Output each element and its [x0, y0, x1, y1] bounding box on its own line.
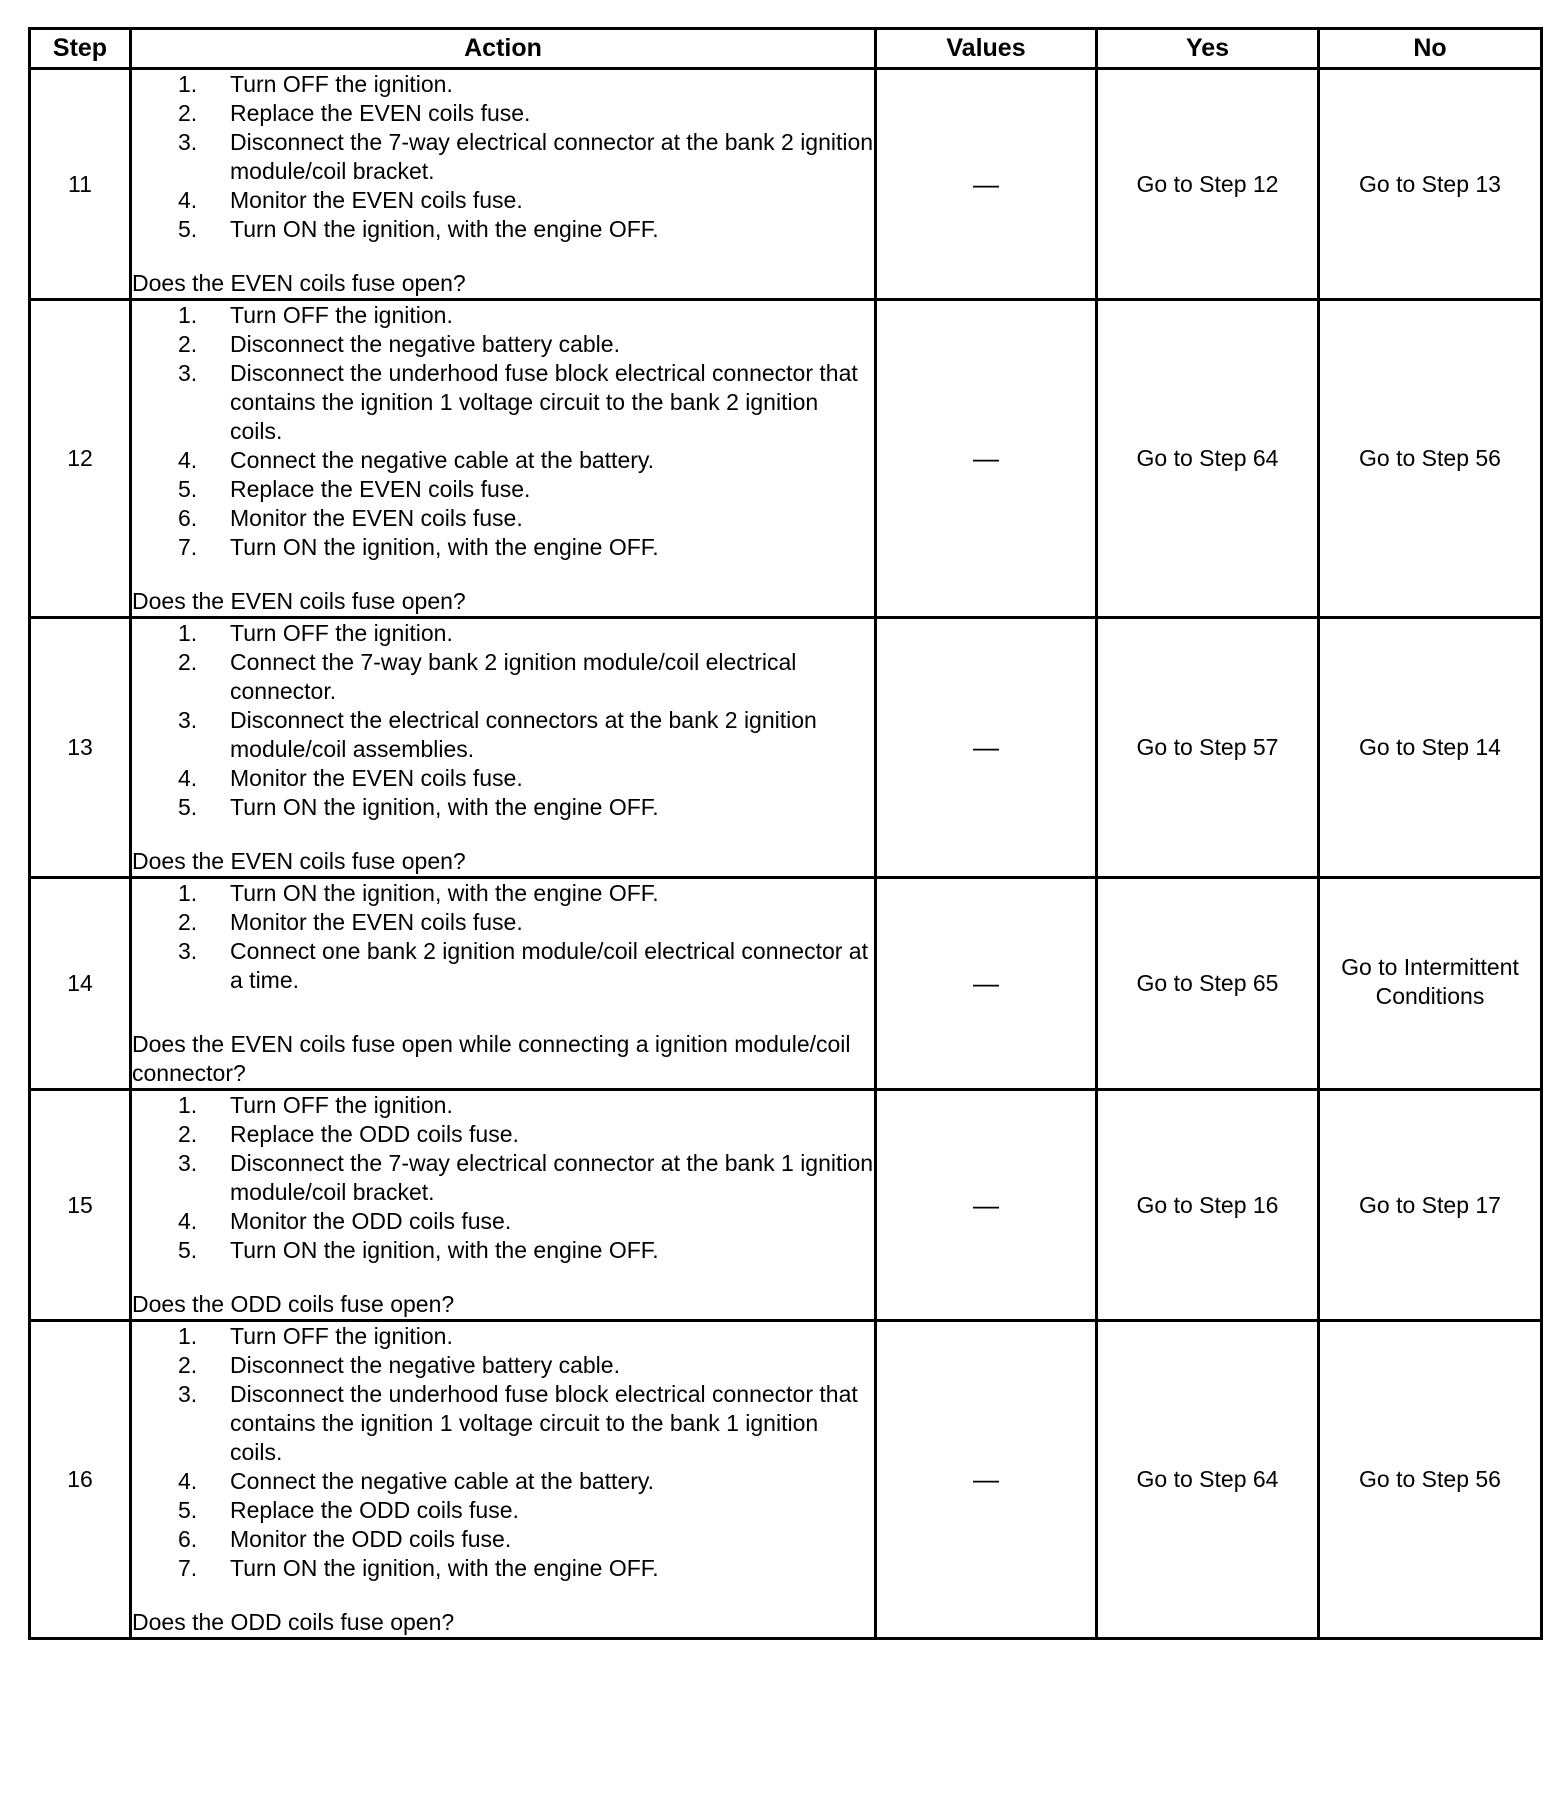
- action-step-item: [132, 1207, 874, 1236]
- yes-cell: Go to Step 16: [1097, 1090, 1319, 1321]
- table-row: [30, 1321, 1542, 1639]
- action-step-text: Connect one bank 2 ignition module/coil electrical connector at a time.: [230, 938, 868, 993]
- action-step-number: 2.: [178, 649, 198, 675]
- values-cell: —: [876, 878, 1097, 1090]
- action-step-text: Monitor the ODD coils fuse.: [230, 1526, 512, 1552]
- action-steps: [132, 1091, 874, 1265]
- action-step-text: Turn ON the ignition, with the engine OFF.: [230, 1555, 659, 1581]
- action-steps: [132, 70, 874, 244]
- action-steps: [132, 879, 874, 995]
- action-step-number: 4.: [178, 187, 198, 213]
- action-step-text: Turn OFF the ignition.: [230, 1323, 453, 1349]
- question: Does the ODD coils fuse open?: [132, 1609, 455, 1635]
- question: Does the EVEN coils fuse open?: [132, 588, 466, 614]
- action-step-item: [132, 1467, 874, 1496]
- action-step-item: [132, 186, 874, 215]
- action-step-text: Replace the EVEN coils fuse.: [230, 476, 531, 502]
- step-number: 16: [30, 1321, 131, 1639]
- action-step-number: 4.: [178, 765, 198, 791]
- step-number: 12: [30, 300, 131, 618]
- question: Does the ODD coils fuse open?: [132, 1291, 455, 1317]
- table-body: [30, 69, 1542, 1639]
- action-step-item: [132, 1322, 874, 1351]
- action-step-number: 2.: [178, 331, 198, 357]
- step-number: 11: [30, 69, 131, 300]
- action-step-number: 5.: [178, 1237, 198, 1263]
- action-step-item: [132, 1380, 874, 1467]
- yes-cell: Go to Step 57: [1097, 618, 1319, 878]
- action-step-item: [132, 504, 874, 533]
- action-step-number: 1.: [178, 1323, 198, 1349]
- action-step-number: 2.: [178, 1121, 198, 1147]
- action-step-item: [132, 359, 874, 446]
- action-step-item: [132, 793, 874, 822]
- action-cell: [131, 878, 876, 1090]
- no-cell: Go to Step 17: [1319, 1090, 1542, 1321]
- action-step-item: [132, 446, 874, 475]
- action-step-text: Turn ON the ignition, with the engine OFF.: [230, 216, 659, 242]
- action-step-text: Disconnect the 7-way electrical connector at the bank 1 ignition module/coil bracket.: [230, 1150, 874, 1205]
- action-step-text: Disconnect the underhood fuse block electrical connector that contains the ignition 1 voltage circuit to the bank 1 ignition coils.: [230, 1381, 858, 1465]
- action-step-item: [132, 533, 874, 562]
- action-step-text: Turn OFF the ignition.: [230, 71, 453, 97]
- action-step-item: [132, 648, 874, 706]
- action-step-number: 2.: [178, 100, 198, 126]
- action-step-number: 1.: [178, 880, 198, 906]
- step-number: 13: [30, 618, 131, 878]
- yes-cell: Go to Step 65: [1097, 878, 1319, 1090]
- values-cell: —: [876, 300, 1097, 618]
- values-cell: —: [876, 1321, 1097, 1639]
- action-step-item: [132, 937, 874, 995]
- step-number: 15: [30, 1090, 131, 1321]
- action-step-item: [132, 70, 874, 99]
- action-step-number: 3.: [178, 707, 198, 733]
- action-step-number: 3.: [178, 360, 198, 386]
- header-row: [30, 29, 1542, 69]
- action-cell: [131, 618, 876, 878]
- action-step-number: 1.: [178, 1092, 198, 1118]
- action-step-item: [132, 215, 874, 244]
- header-step: Step: [30, 29, 131, 69]
- action-step-item: [132, 1525, 874, 1554]
- table-row: [30, 878, 1542, 1090]
- action-cell: [131, 1090, 876, 1321]
- action-cell: [131, 1321, 876, 1639]
- action-step-item: [132, 619, 874, 648]
- action-step-text: Turn OFF the ignition.: [230, 302, 453, 328]
- action-step-item: [132, 330, 874, 359]
- action-step-number: 4.: [178, 447, 198, 473]
- no-cell: Go to Step 13: [1319, 69, 1542, 300]
- table-row: [30, 69, 1542, 300]
- no-cell: Go to Intermittent Conditions: [1319, 878, 1542, 1090]
- action-cell: [131, 69, 876, 300]
- action-step-number: 4.: [178, 1468, 198, 1494]
- action-step-item: [132, 99, 874, 128]
- action-steps: [132, 301, 874, 562]
- values-cell: —: [876, 69, 1097, 300]
- action-step-item: [132, 1554, 874, 1583]
- action-step-number: 3.: [178, 1381, 198, 1407]
- action-step-text: Turn ON the ignition, with the engine OFF.: [230, 880, 659, 906]
- action-step-text: Replace the EVEN coils fuse.: [230, 100, 531, 126]
- action-step-number: 5.: [178, 1497, 198, 1523]
- action-step-text: Replace the ODD coils fuse.: [230, 1497, 519, 1523]
- action-step-number: 2.: [178, 909, 198, 935]
- action-step-item: [132, 301, 874, 330]
- action-step-text: Monitor the EVEN coils fuse.: [230, 909, 523, 935]
- values-cell: —: [876, 1090, 1097, 1321]
- action-step-text: Turn ON the ignition, with the engine OFF.: [230, 794, 659, 820]
- action-step-number: 1.: [178, 302, 198, 328]
- action-step-item: [132, 1120, 874, 1149]
- header-values: Values: [876, 29, 1097, 69]
- action-step-number: 5.: [178, 794, 198, 820]
- question: Does the EVEN coils fuse open?: [132, 848, 466, 874]
- action-steps: [132, 619, 874, 822]
- action-step-number: 1.: [178, 71, 198, 97]
- action-step-text: Disconnect the negative battery cable.: [230, 331, 620, 357]
- action-cell: [131, 300, 876, 618]
- action-step-text: Connect the negative cable at the battery.: [230, 447, 655, 473]
- action-step-item: [132, 128, 874, 186]
- action-step-item: [132, 475, 874, 504]
- action-step-text: Turn OFF the ignition.: [230, 1092, 453, 1118]
- values-cell: —: [876, 618, 1097, 878]
- table-row: [30, 300, 1542, 618]
- action-step-text: Replace the ODD coils fuse.: [230, 1121, 519, 1147]
- header-yes: Yes: [1097, 29, 1319, 69]
- action-step-number: 5.: [178, 216, 198, 242]
- yes-cell: Go to Step 64: [1097, 1321, 1319, 1639]
- action-step-number: 3.: [178, 1150, 198, 1176]
- action-step-item: [132, 1149, 874, 1207]
- yes-cell: Go to Step 64: [1097, 300, 1319, 618]
- no-cell: Go to Step 56: [1319, 1321, 1542, 1639]
- action-step-text: Turn OFF the ignition.: [230, 620, 453, 646]
- action-step-number: 5.: [178, 476, 198, 502]
- action-step-number: 7.: [178, 1555, 198, 1581]
- action-step-text: Monitor the EVEN coils fuse.: [230, 187, 523, 213]
- action-step-text: Disconnect the 7-way electrical connector at the bank 2 ignition module/coil bracket.: [230, 129, 874, 184]
- action-step-number: 6.: [178, 505, 198, 531]
- action-step-text: Disconnect the electrical connectors at the bank 2 ignition module/coil assemblies.: [230, 707, 817, 762]
- action-step-number: 2.: [178, 1352, 198, 1378]
- action-step-item: [132, 1496, 874, 1525]
- table-row: [30, 1090, 1542, 1321]
- action-step-text: Turn ON the ignition, with the engine OFF.: [230, 534, 659, 560]
- yes-cell: Go to Step 12: [1097, 69, 1319, 300]
- action-step-text: Turn ON the ignition, with the engine OFF.: [230, 1237, 659, 1263]
- action-step-number: 3.: [178, 129, 198, 155]
- action-step-text: Connect the 7-way bank 2 ignition module/coil electrical connector.: [230, 649, 797, 704]
- action-step-text: Monitor the EVEN coils fuse.: [230, 505, 523, 531]
- action-step-item: [132, 1236, 874, 1265]
- diagnostic-table: [28, 27, 1543, 1640]
- action-step-text: Connect the negative cable at the battery.: [230, 1468, 655, 1494]
- header-no: No: [1319, 29, 1542, 69]
- question: Does the EVEN coils fuse open while connecting a ignition module/coil connector?: [132, 1031, 851, 1086]
- action-step-item: [132, 1091, 874, 1120]
- table-row: [30, 618, 1542, 878]
- action-step-text: Disconnect the negative battery cable.: [230, 1352, 620, 1378]
- question: Does the EVEN coils fuse open?: [132, 270, 466, 296]
- action-step-item: [132, 1351, 874, 1380]
- action-step-number: 3.: [178, 938, 198, 964]
- action-step-text: Monitor the ODD coils fuse.: [230, 1208, 512, 1234]
- action-step-number: 4.: [178, 1208, 198, 1234]
- action-step-number: 6.: [178, 1526, 198, 1552]
- action-step-text: Monitor the EVEN coils fuse.: [230, 765, 523, 791]
- action-step-item: [132, 764, 874, 793]
- action-step-text: Disconnect the underhood fuse block electrical connector that contains the ignition 1 voltage circuit to the bank 2 ignition coils.: [230, 360, 858, 444]
- header-action: Action: [131, 29, 876, 69]
- action-step-item: [132, 706, 874, 764]
- action-step-number: 1.: [178, 620, 198, 646]
- step-number: 14: [30, 878, 131, 1090]
- no-cell: Go to Step 14: [1319, 618, 1542, 878]
- no-cell: Go to Step 56: [1319, 300, 1542, 618]
- action-step-item: [132, 908, 874, 937]
- action-steps: [132, 1322, 874, 1583]
- action-step-number: 7.: [178, 534, 198, 560]
- action-step-item: [132, 879, 874, 908]
